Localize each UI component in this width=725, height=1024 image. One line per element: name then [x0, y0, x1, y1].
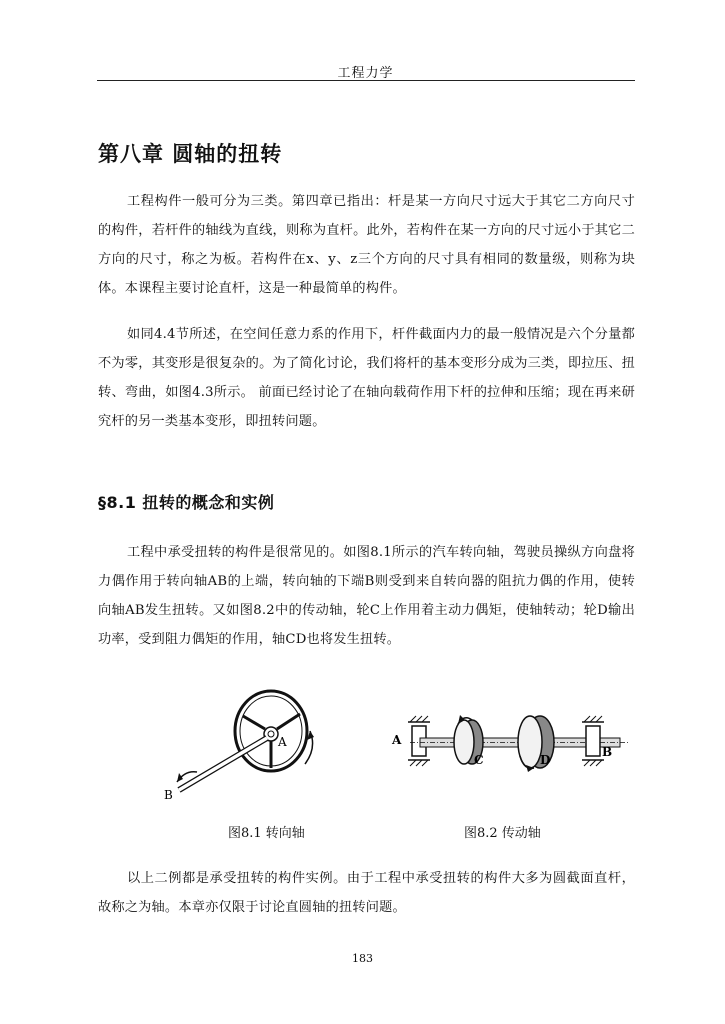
paragraph-intro: 工程构件一般可分为三类。第四章已指出：杆是某一方向尺寸远大于其它二方向尺寸的构件，若杆件的轴线为直线，则称为直杆。此外，若构件在某一方向的尺寸远小于其它二方向的尺寸，称之为板。若构件在x、y、z三个方向的尺寸具有相同的数量级，则称为块体。本课程主要讨论直杆，这是一种最简单的构件。	[98, 194, 635, 296]
page-header-title: 工程力学	[337, 66, 394, 81]
section-title: §8.1 扭转的概念和实例	[98, 493, 275, 512]
paragraph-deformation: 如同4.4节所述，在空间任意力系的作用下，杆件截面内力的最一般情况是六个分量都不为零，其变形是很复杂的。为了简化讨论，我们将杆的基本变形分成为三类，即拉压、扭转、弯曲，如图4.3所示。 前面已经讨论了在轴向载荷作用下杆的拉伸和压缩；现在再来研究杆的另一类基本变形，即扭转问题。	[98, 327, 635, 429]
label-c: C	[474, 753, 484, 767]
label-a: A	[278, 735, 287, 749]
label-b: B	[164, 788, 173, 802]
paragraph-summary: 以上二例都是承受扭转的构件实例。由于工程中承受扭转的构件大多为圆截面直杆，故称之为轴。本章亦仅限于讨论直圆轴的扭转问题。	[98, 871, 635, 915]
page-number: 183	[352, 952, 373, 965]
figure-8-1-caption: 图8.1 转向轴	[228, 826, 305, 841]
paragraph-examples: 工程中承受扭转的构件是很常见的。如图8.1所示的汽车转向轴，驾驶员操纵方向盘将力偶作用于转向轴AB的上端，转向轴的下端B则受到来自转向器的阻抗力偶的作用，使转向轴AB发生扭转。又如图8.2中的传动轴，轮C上作用着主动力偶矩，使轴转动；轮D输出功率，受到阻力偶矩的作用，轴CD也将发生扭转。	[98, 545, 635, 647]
header-rule	[97, 80, 635, 81]
drive-shaft-figure	[390, 708, 630, 788]
label-b: B	[602, 745, 613, 759]
label-a: A	[392, 733, 402, 747]
figure-8-2-caption: 图8.2 传动轴	[464, 826, 541, 841]
steering-shaft-figure	[155, 686, 335, 806]
label-d: D	[540, 753, 551, 767]
right-bearing	[586, 726, 600, 756]
chapter-title: 第八章 圆轴的扭转	[98, 142, 283, 166]
